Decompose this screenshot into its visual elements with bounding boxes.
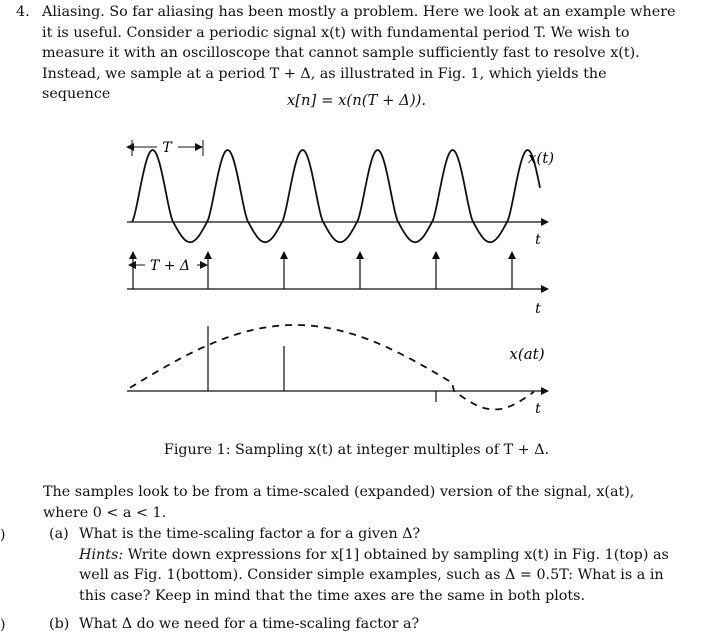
margin-mark: ) <box>0 617 6 633</box>
sample-period-marker <box>135 258 207 274</box>
periodic-signal-curve <box>132 150 540 242</box>
question-b-label: (b) <box>49 616 70 632</box>
bottom-signal-label: x(at) <box>509 345 545 363</box>
sequence-equation: x[n] = x(n(T + Δ)). <box>286 92 427 109</box>
hint-lead: Hints: <box>79 546 124 563</box>
top-signal-label: x(t) <box>527 149 555 167</box>
problem-number: 4. <box>16 4 30 20</box>
sample-axis-label: t <box>535 301 541 317</box>
question-a-text: What is the time-scaling factor a for a given Δ? <box>79 526 421 542</box>
scaling-paragraph: The samples look to be from a time-scaled (expanded) version of the signal, x(at), where 0 < a < 1. <box>43 484 635 521</box>
margin-mark: ) <box>0 527 6 543</box>
period-label: T <box>162 140 172 156</box>
scaled-signal-curve <box>130 325 534 410</box>
problem-title: Aliasing. <box>42 4 105 20</box>
bottom-axis-label: t <box>535 401 541 417</box>
period-marker <box>132 140 203 156</box>
top-axis-label: t <box>535 232 541 248</box>
problem-intro: So far aliasing has been mostly a problem. Here we look at an example where it is useful. Consider a periodic signal x(t) with fundamental period T. We wish to measure it with an oscilloscope that cannot sample sufficiently fast to resolve x(t). Instead, we sample at a period T + Δ, as illustrated in Fig. 1, which yields the sequence <box>42 4 676 103</box>
question-a <box>43 524 673 606</box>
hint-text: Write down expressions for x[1] obtained by sampling x(t) in Fig. 1(top) as well as Fig. 1(bottom). Consider simple examples, such as Δ = 0.5T: What is a in this case? Keep in mind that the time axes are the same in both plots. <box>79 546 669 604</box>
figure-caption: Figure 1: Sampling x(t) at integer multiples of T + Δ. <box>163 442 550 458</box>
sample-period-label: T + Δ <box>149 258 191 274</box>
question-b-text: What Δ do we need for a time-scaling factor a? <box>79 616 420 632</box>
question-a-label: (a) <box>49 526 69 542</box>
question-b <box>43 614 673 635</box>
